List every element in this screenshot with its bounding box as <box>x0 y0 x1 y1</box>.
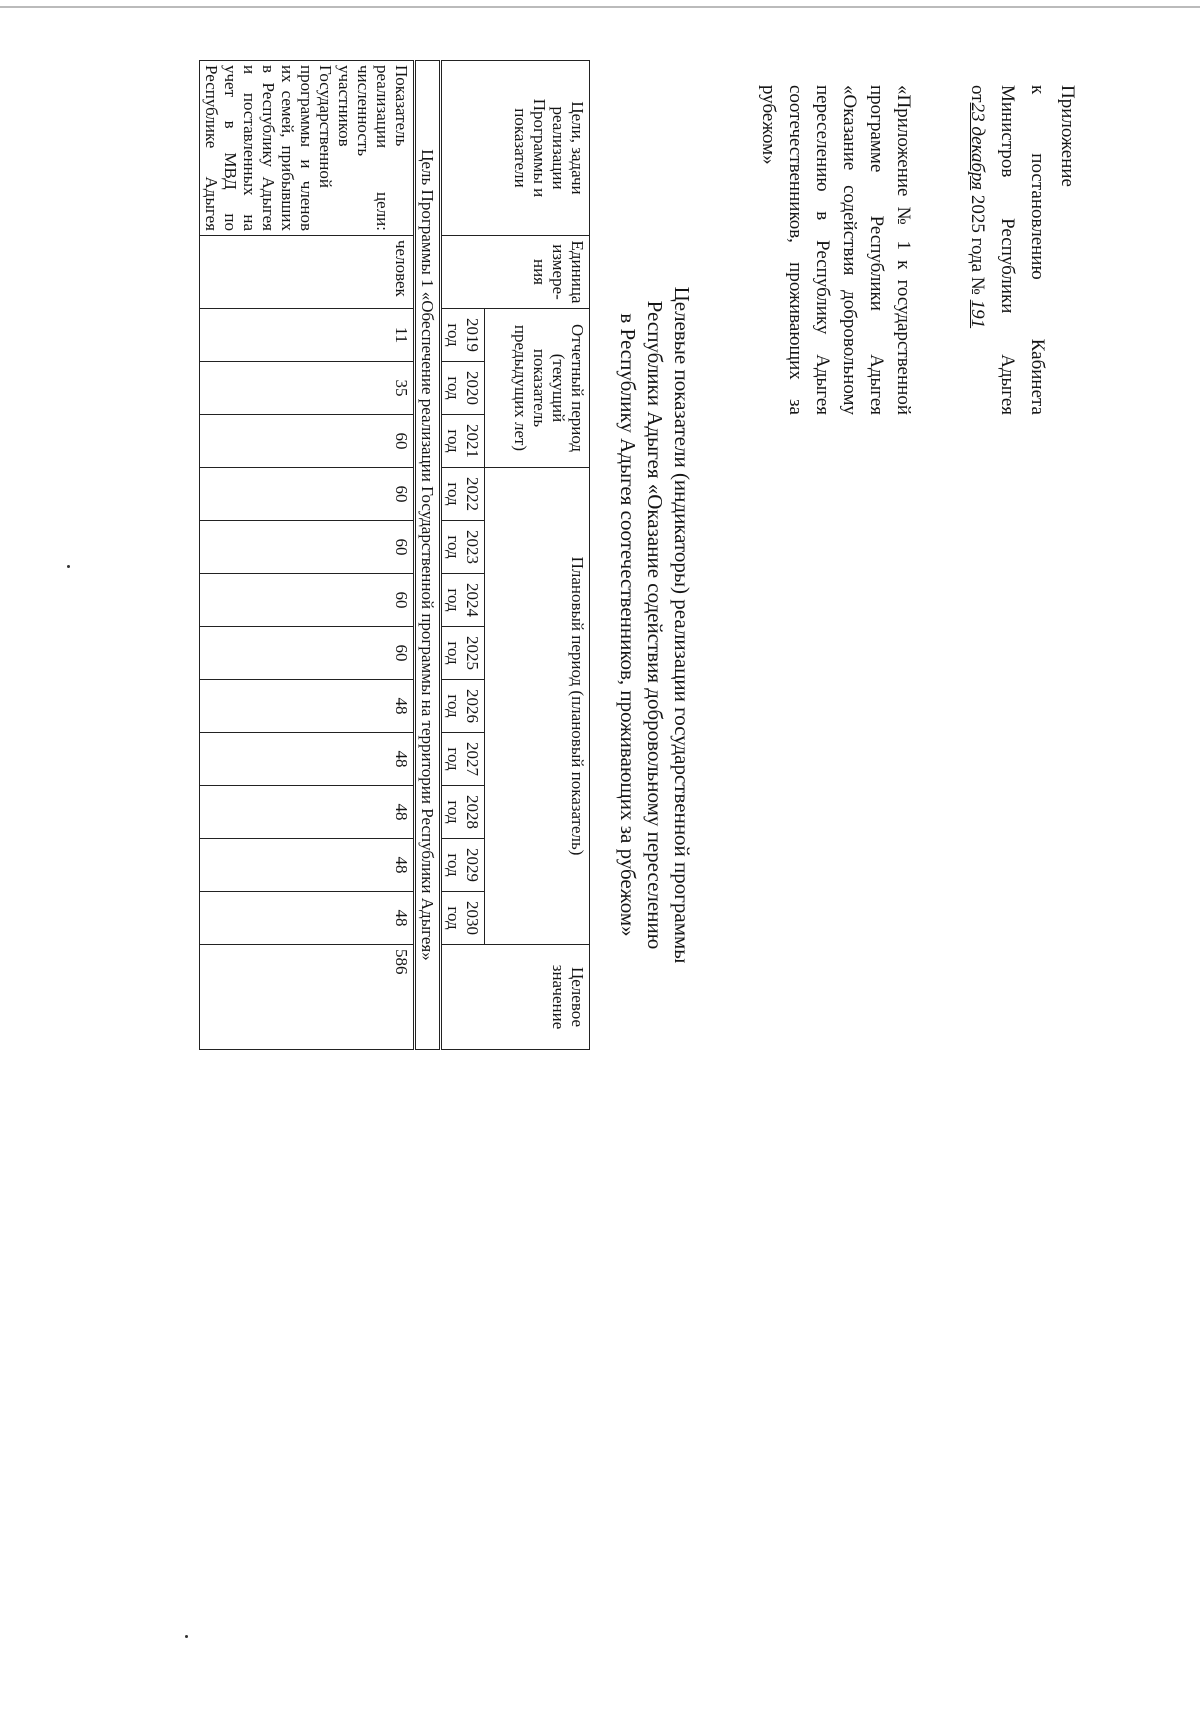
year-cell: 2029 год <box>441 839 485 892</box>
value-cell: 60 <box>200 627 415 680</box>
appendix2-line: соотечественников, проживающих за <box>785 85 806 415</box>
value-cell: 48 <box>200 680 415 733</box>
header-planned: Плановый период (плановый показатель) <box>485 468 590 945</box>
header-reported: Отчетный период (текущий показатель предыдущих лет) <box>485 309 590 468</box>
appendix2-line: программе Республики Адыгея <box>866 85 887 415</box>
scan-dot <box>185 1635 188 1638</box>
table-row <box>200 61 415 1050</box>
section-row <box>415 61 441 1050</box>
value-cell: 48 <box>200 786 415 839</box>
header-row-1 <box>485 61 590 1050</box>
section-title: Цель Программы 1 «Обеспечение реализации Государственной программы на территории Республики Адыгея» <box>415 61 441 1050</box>
appendix2-line: «Приложение № 1 к государственной <box>893 85 914 415</box>
appendix-line: Приложение <box>1057 85 1078 187</box>
indicator-name: Показатель реализации цели: численность участников Государственной программы и членов их семей, прибывших в Республику Адыгея и поставленных на учет в МВД по Республике Адыгея <box>200 61 415 236</box>
date-value: 23 декабря <box>967 102 988 191</box>
value-cell: 60 <box>200 521 415 574</box>
year-cell: 2026 год <box>441 680 485 733</box>
appendix2-block <box>755 85 917 415</box>
year-cell: 2027 год <box>441 733 485 786</box>
date-year: 2025 года № <box>967 194 988 295</box>
value-cell: 60 <box>200 574 415 627</box>
value-cell: 11 <box>200 309 415 362</box>
year-cell: 2022 год <box>441 468 485 521</box>
year-cell: 2024 год <box>441 574 485 627</box>
scan-dot <box>67 565 70 568</box>
year-cell: 2025 год <box>441 627 485 680</box>
appendix-line: Министров Республики Адыгея <box>997 85 1018 415</box>
appendix-block <box>962 85 1082 415</box>
title-line: Целевые показатели (индикаторы) реализации государственной программы <box>670 286 694 964</box>
year-cell: 2028 год <box>441 786 485 839</box>
header-goal: Цели, задачи реализации Программы и показатели <box>441 61 590 236</box>
year-cell: 2020 год <box>441 362 485 415</box>
appendix2-line: переселению в Республику Адыгея <box>812 85 833 415</box>
page-title <box>614 0 695 1250</box>
year-cell: 2030 год <box>441 892 485 945</box>
appendix-line: к постановлению Кабинета <box>1027 85 1048 415</box>
indicators-table <box>199 60 590 1050</box>
title-line: в Республику Адыгея соотечественников, проживающих за рубежом» <box>616 313 640 937</box>
target-value: 586 <box>200 945 415 1050</box>
date-prefix: от <box>967 85 988 103</box>
value-cell: 35 <box>200 362 415 415</box>
value-cell: 48 <box>200 892 415 945</box>
value-cell: 48 <box>200 733 415 786</box>
year-cell: 2019 год <box>441 309 485 362</box>
decree-number: 191 <box>967 299 988 329</box>
value-cell: 60 <box>200 415 415 468</box>
appendix2-line: «Оказание содействия добровольному <box>839 85 860 415</box>
indicator-unit: человек <box>200 236 415 309</box>
header-unit: Единица измере-ния <box>441 236 590 309</box>
scan-artifact <box>0 6 1200 8</box>
value-cell: 48 <box>200 839 415 892</box>
header-target: Целевое значение <box>441 945 590 1050</box>
year-cell: 2021 год <box>441 415 485 468</box>
value-cell: 60 <box>200 468 415 521</box>
title-line: Республики Адыгея «Оказание содействия добровольному переселению <box>643 300 667 950</box>
appendix-date-line <box>962 85 992 415</box>
appendix2-line: рубежом» <box>758 85 779 165</box>
year-cell: 2023 год <box>441 521 485 574</box>
indicators-table-wrap <box>199 60 590 1050</box>
